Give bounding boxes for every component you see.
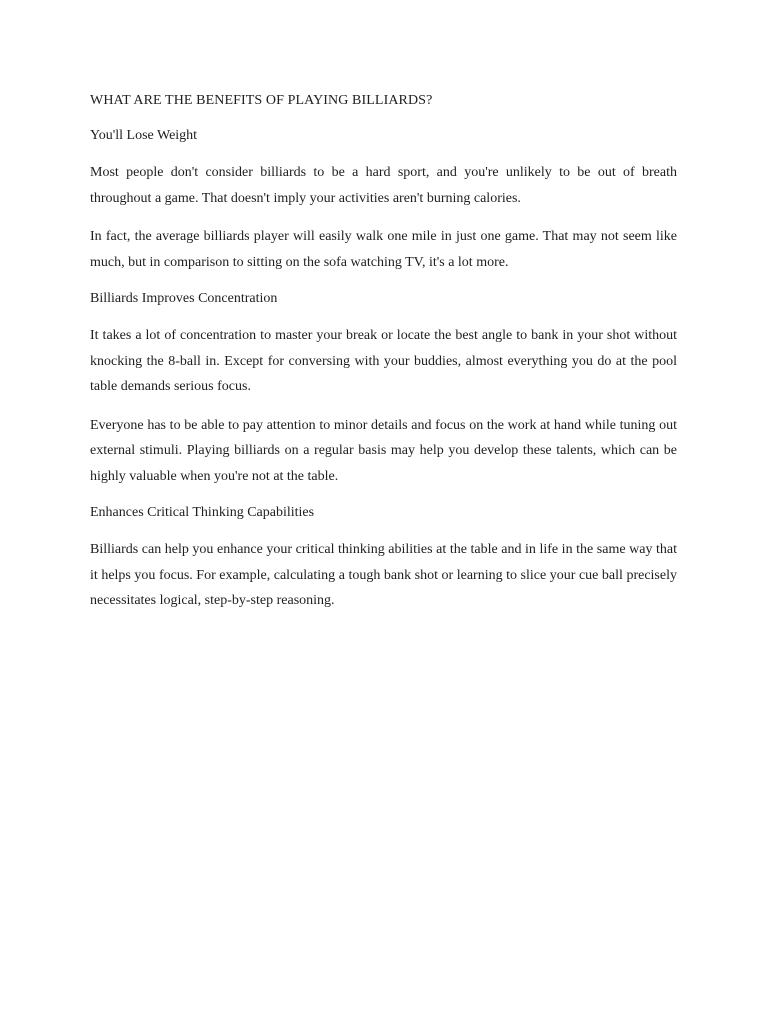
paragraph: It takes a lot of concentration to master your break or locate the best angle to bank in your shot without knocking the 8-ball in. Except for conversing with your buddies, almost everything you do at the pool table demands serious focus. [90,328,677,394]
paragraph: Most people don't consider billiards to be a hard sport, and you're unlikely to be out of breath throughout a game. That doesn't imply your activities aren't burning calories. [90,165,677,206]
document-title: WHAT ARE THE BENEFITS OF PLAYING BILLIARDS? [90,93,433,108]
section-heading-concentration: Billiards Improves Concentration [90,291,278,306]
document-page [90,90,677,627]
section-heading-lose-weight: You'll Lose Weight [90,128,198,143]
paragraph: Billiards can help you enhance your critical thinking abilities at the table and in life in the same way that it helps you focus. For example, calculating a tough bank shot or learning to slice your cue ball precisely necessitates logical, step-by-step reasoning. [90,542,677,608]
section-heading-critical-thinking: Enhances Critical Thinking Capabilities [90,505,315,520]
paragraph: Everyone has to be able to pay attention to minor details and focus on the work at hand while tuning out external stimuli. Playing billiards on a regular basis may help you develop these talents, which can be highly valuable when you're not at the table. [90,417,677,484]
paragraph: In fact, the average billiards player will easily walk one mile in just one game. That may not seem like much, but in comparison to sitting on the sofa watching TV, it's a lot more. [90,229,677,270]
